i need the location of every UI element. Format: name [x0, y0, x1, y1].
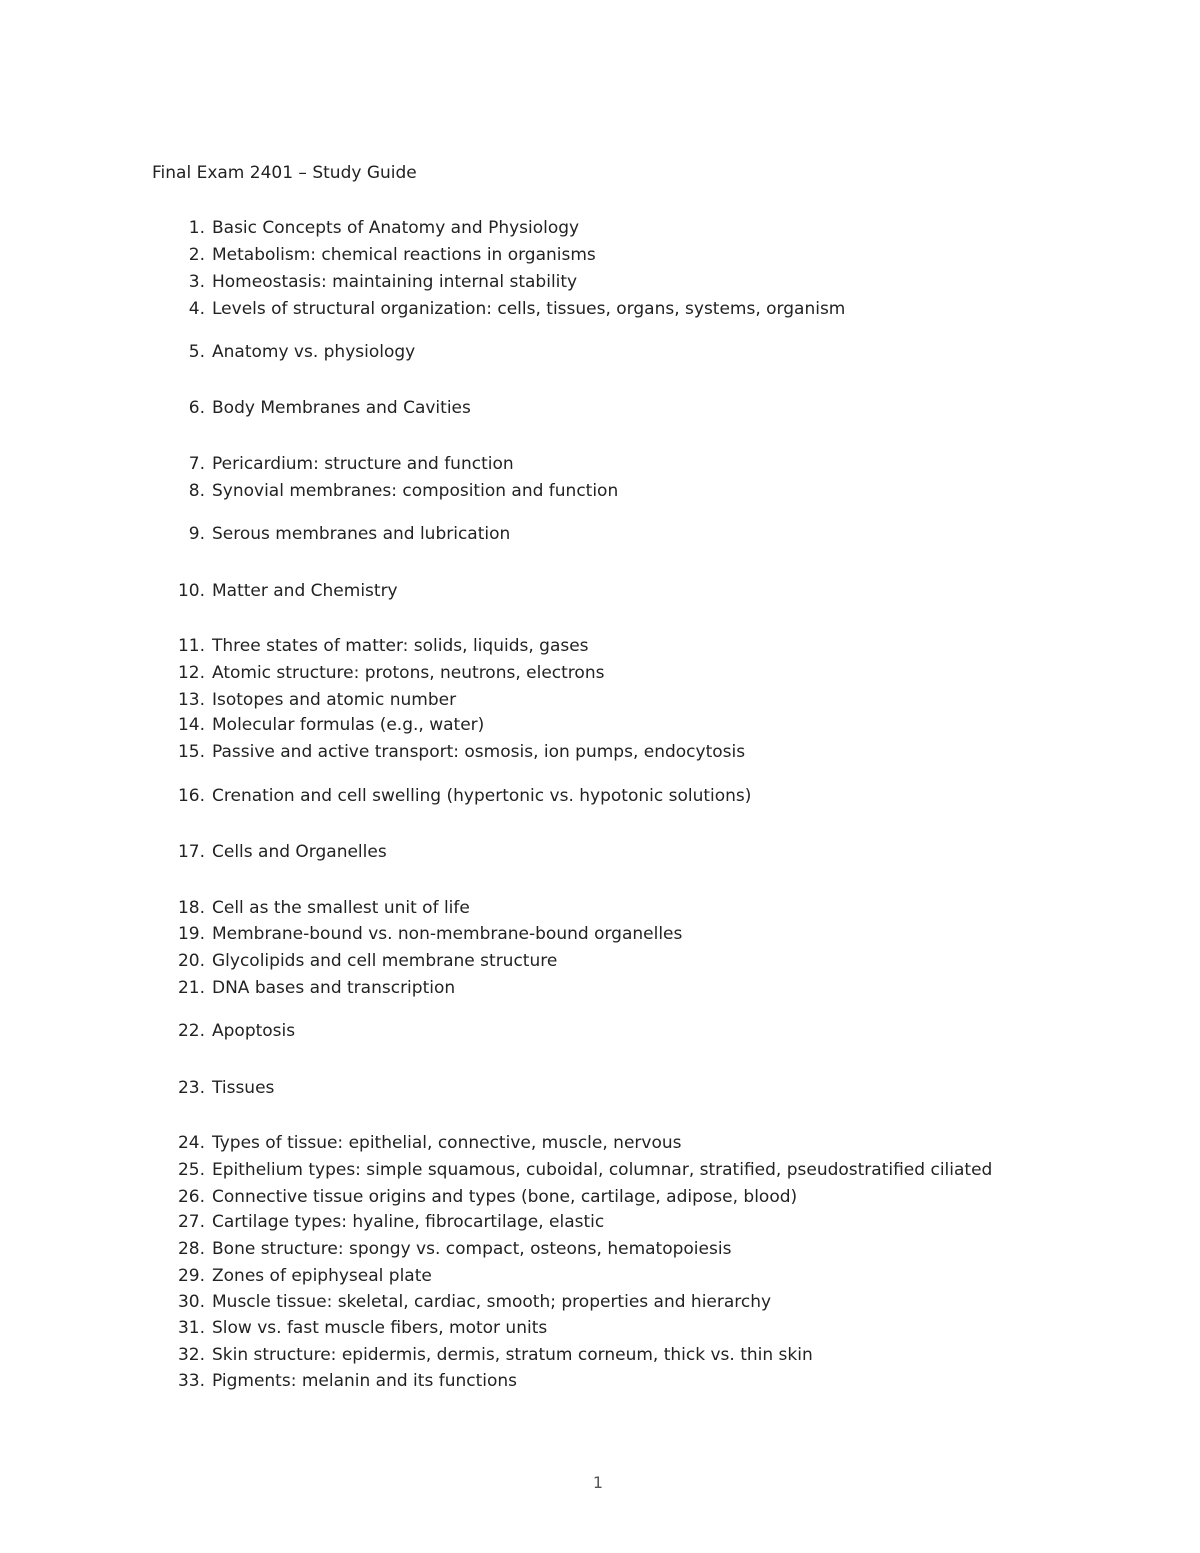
list-item-number: 31. — [177, 1318, 205, 1338]
list-item-text: Molecular formulas (e.g., water) — [212, 715, 485, 735]
list-item-text: Bone structure: spongy vs. compact, osteons, hematopoiesis — [212, 1239, 732, 1259]
list-item-text: Isotopes and atomic number — [212, 690, 457, 710]
list-item-text: Cell as the smallest unit of life — [212, 898, 470, 918]
list-item-number: 27. — [177, 1212, 205, 1232]
list-item-text: Matter and Chemistry — [212, 581, 398, 601]
list-item-number: 3. — [188, 272, 205, 292]
list-item-text: Serous membranes and lubrication — [212, 524, 511, 544]
list-item-text: Skin structure: epidermis, dermis, stratum corneum, thick vs. thin skin — [212, 1345, 813, 1365]
list-item-text: Three states of matter: solids, liquids, gases — [212, 636, 589, 656]
list-item-text: Metabolism: chemical reactions in organisms — [212, 245, 596, 265]
list-item-number: 13. — [177, 690, 205, 710]
list-item-text: Synovial membranes: composition and function — [212, 481, 619, 501]
list-item-number: 30. — [177, 1292, 205, 1312]
list-item-text: Membrane-bound vs. non-membrane-bound organelles — [212, 924, 683, 944]
list-item-text: Pericardium: structure and function — [212, 454, 514, 474]
list-item-text: Tissues — [212, 1078, 275, 1098]
list-item-text: Passive and active transport: osmosis, ion pumps, endocytosis — [212, 742, 746, 762]
list-item-number: 32. — [177, 1345, 205, 1365]
list-item-number: 5. — [188, 342, 205, 362]
list-item-number: 7. — [188, 454, 205, 474]
list-item-text: Crenation and cell swelling (hypertonic vs. hypotonic solutions) — [212, 786, 752, 806]
list-item-number: 10. — [177, 581, 205, 601]
list-item-text: Anatomy vs. physiology — [212, 342, 416, 362]
document-title: Final Exam 2401 – Study Guide — [152, 163, 417, 183]
list-item-text: Basic Concepts of Anatomy and Physiology — [212, 218, 580, 238]
list-item-text: Zones of epiphyseal plate — [212, 1266, 432, 1286]
list-item-number: 1. — [188, 218, 205, 238]
list-item-number: 15. — [177, 742, 205, 762]
list-item-text: Cells and Organelles — [212, 842, 387, 862]
list-item-number: 29. — [177, 1266, 205, 1286]
list-item-number: 17. — [177, 842, 205, 862]
list-item-text: Atomic structure: protons, neutrons, electrons — [212, 663, 605, 683]
list-item-text: DNA bases and transcription — [212, 978, 456, 998]
list-item-number: 11. — [177, 636, 205, 656]
list-item-number: 20. — [177, 951, 205, 971]
list-item-number: 19. — [177, 924, 205, 944]
list-item-number: 26. — [177, 1187, 205, 1207]
page-number: 1 — [592, 1473, 604, 1492]
list-item-number: 23. — [177, 1078, 205, 1098]
list-item-number: 6. — [188, 398, 205, 418]
list-item-text: Levels of structural organization: cells, tissues, organs, systems, organism — [212, 299, 846, 319]
list-item-text: Muscle tissue: skeletal, cardiac, smooth; properties and hierarchy — [212, 1292, 772, 1312]
list-item-text: Apoptosis — [212, 1021, 296, 1041]
list-item-text: Homeostasis: maintaining internal stability — [212, 272, 578, 292]
list-item-number: 2. — [188, 245, 205, 265]
list-item-number: 24. — [177, 1133, 205, 1153]
list-item-text: Body Membranes and Cavities — [212, 398, 471, 418]
list-item-text: Types of tissue: epithelial, connective, muscle, nervous — [212, 1133, 682, 1153]
list-item-number: 22. — [177, 1021, 205, 1041]
list-item-text: Connective tissue origins and types (bone, cartilage, adipose, blood) — [212, 1187, 798, 1207]
list-item-number: 28. — [177, 1239, 205, 1259]
list-item-text: Epithelium types: simple squamous, cuboidal, columnar, stratified, pseudostratified ciliated — [212, 1160, 993, 1180]
list-item-number: 33. — [177, 1371, 205, 1391]
list-item-number: 25. — [177, 1160, 205, 1180]
list-item-number: 8. — [188, 481, 205, 501]
list-item-number: 12. — [177, 663, 205, 683]
list-item-text: Slow vs. fast muscle fibers, motor units — [212, 1318, 548, 1338]
list-item-number: 18. — [177, 898, 205, 918]
list-item-number: 21. — [177, 978, 205, 998]
list-item-number: 9. — [188, 524, 205, 544]
list-item-number: 4. — [188, 299, 205, 319]
list-item-text: Glycolipids and cell membrane structure — [212, 951, 558, 971]
list-item-number: 14. — [177, 715, 205, 735]
list-item-number: 16. — [177, 786, 205, 806]
list-item-text: Cartilage types: hyaline, fibrocartilage, elastic — [212, 1212, 605, 1232]
list-item-text: Pigments: melanin and its functions — [212, 1371, 518, 1391]
